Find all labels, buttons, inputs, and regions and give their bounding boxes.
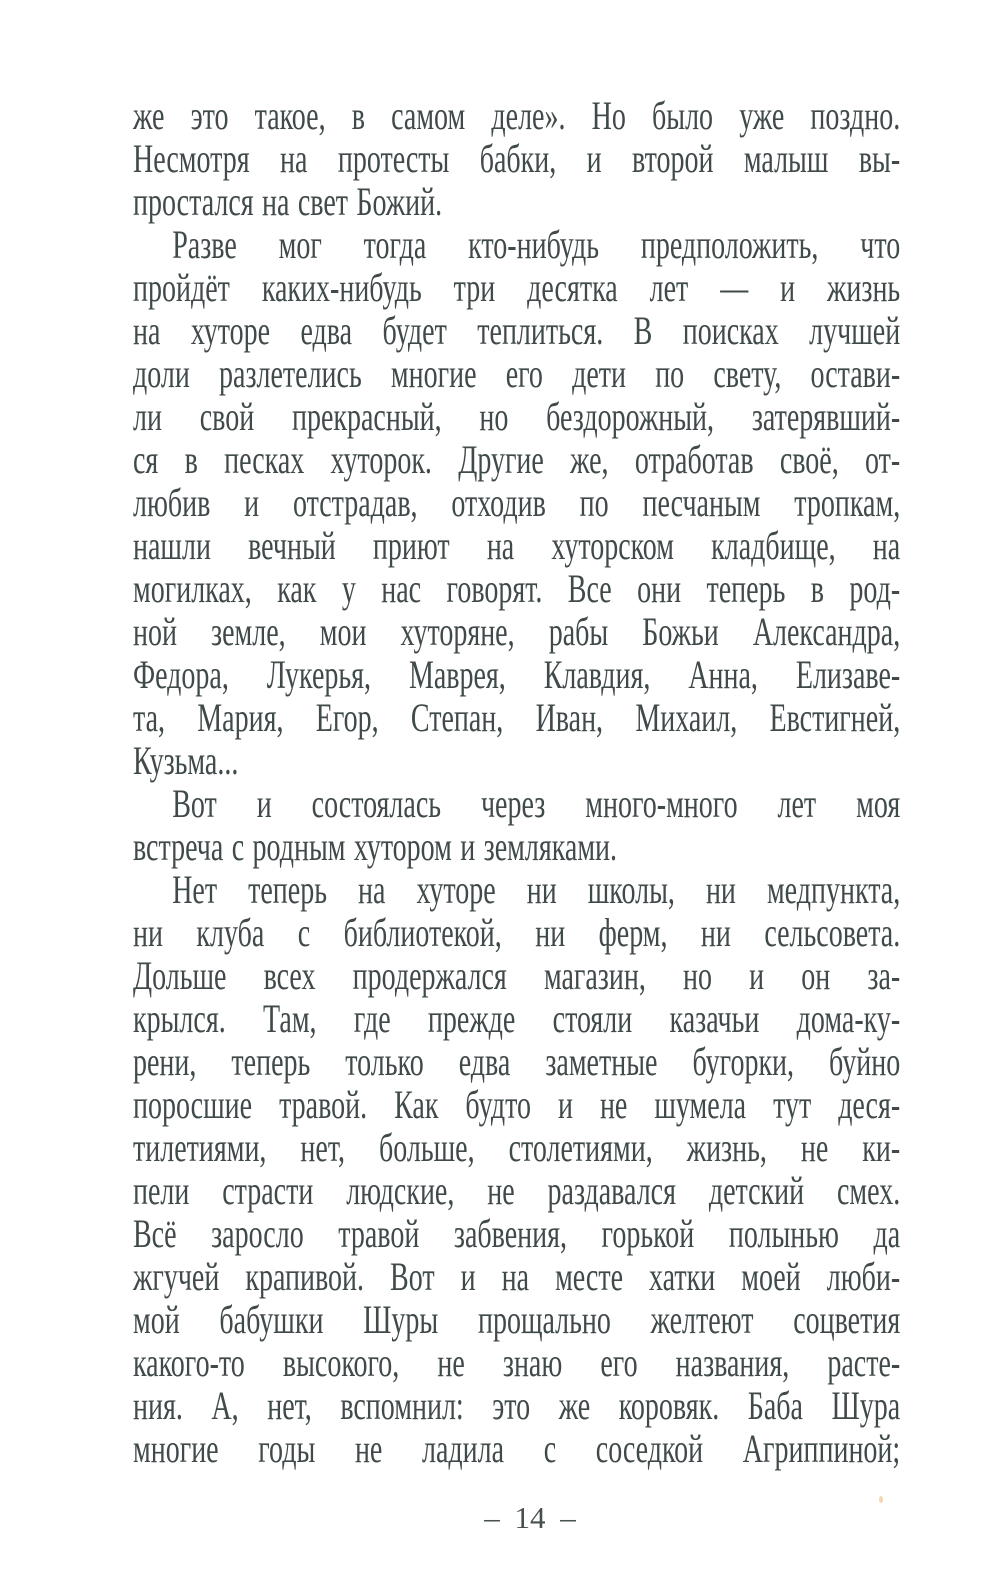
text-line: простался на свет Божий. — [133, 179, 443, 224]
text-line: Нет теперь на хуторе ни школы, ни медпункта, — [172, 867, 901, 912]
text-line: ной земле, мои хуторяне, рабы Божьи Александра, — [133, 609, 901, 654]
text-line: мой бабушки Шуры прощально желтеют соцветия — [133, 1297, 901, 1342]
body-text — [133, 94, 900, 1470]
text-line: та, Мария, Егор, Степан, Иван, Михаил, Евстигней, — [133, 695, 901, 740]
text-line: Федора, Лукерья, Маврея, Клавдия, Анна, Елизаве- — [133, 652, 901, 697]
text-line: многие годы не ладила с соседкой Агриппиной; — [133, 1426, 901, 1471]
text-line: Разве мог тогда кто-нибудь предположить, что — [172, 222, 901, 267]
text-line: нашли вечный приют на хуторском кладбище, на — [133, 523, 901, 568]
text-line: поросшие травой. Как будто и не шумела тут деся- — [133, 1082, 901, 1127]
text-line: тилетиями, нет, больше, столетиями, жизнь, не ки- — [133, 1125, 901, 1170]
text-line: рени, теперь только едва заметные бугорки, буйно — [133, 1039, 901, 1084]
text-line: любив и отстрадав, отходив по песчаным тропкам, — [133, 480, 901, 525]
text-line: Вот и состоялась через много-много лет моя — [172, 781, 901, 826]
scan-artifact-speck — [879, 1496, 883, 1503]
text-line: ни клуба с библиотекой, ни ферм, ни сельсовета. — [133, 910, 901, 955]
text-line: Дольше всех продержался магазин, но и он за- — [133, 953, 901, 998]
text-line: Всё заросло травой забвения, горькой полынью да — [133, 1211, 901, 1256]
text-line: какого-то высокого, не знаю его названия, расте- — [133, 1340, 901, 1385]
text-line: могилках, как у нас говорят. Все они теперь в род- — [133, 566, 901, 611]
text-line: Несмотря на протесты бабки, и второй малыш вы- — [133, 136, 901, 181]
text-line: Кузьма... — [133, 738, 239, 783]
text-line: крылся. Там, где прежде стояли казачьи дома-ку- — [133, 996, 901, 1041]
text-line: же это такое, в самом деле». Но было уже поздно. — [133, 93, 901, 138]
page-number: – 14 – — [484, 1500, 576, 1535]
text-line: жгучей крапивой. Вот и на месте хатки моей люби- — [133, 1254, 901, 1299]
text-line: ния. А, нет, вспомнил: это же коровяк. Баба Шура — [133, 1383, 901, 1428]
text-line: ли свой прекрасный, но бездорожный, затерявший- — [133, 394, 901, 439]
text-line: встреча с родным хутором и земляками. — [133, 824, 618, 869]
text-line: на хуторе едва будет теплиться. В поисках лучшей — [133, 308, 901, 353]
text-line: пройдёт каких-нибудь три десятка лет — и жизнь — [133, 265, 901, 310]
text-line: пели страсти людские, не раздавался детский смех. — [133, 1168, 901, 1213]
text-line: ся в песках хуторок. Другие же, отработав своё, от- — [133, 437, 901, 482]
text-line: доли разлетелись многие его дети по свету, остави- — [133, 351, 901, 396]
